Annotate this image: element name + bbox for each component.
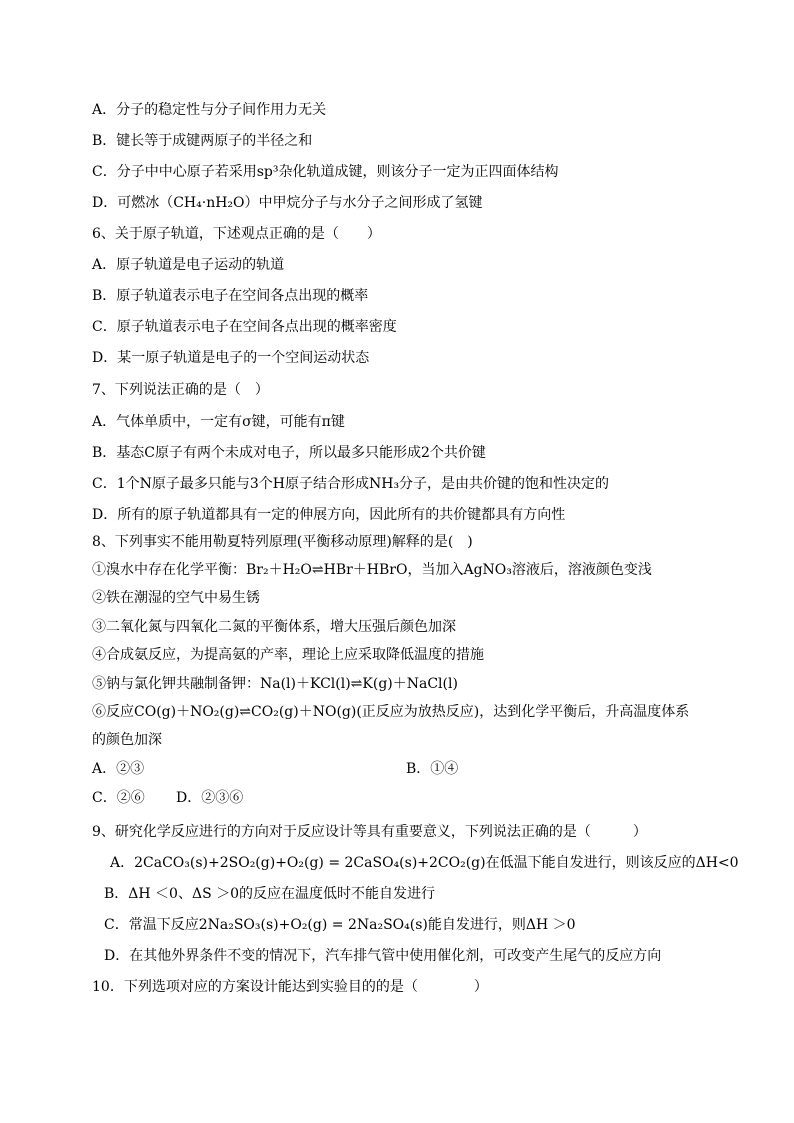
q5-option-b: B．键长等于成键两原子的半径之和 bbox=[92, 133, 313, 149]
q6-option-d: D．某一原子轨道是电子的一个空间运动状态 bbox=[92, 350, 370, 366]
q9-option-b: B．ΔH ＜0、ΔS ＞0的反应在温度低时不能自发进行 bbox=[104, 886, 436, 902]
q8-item-6-continued: 的颜色加深 bbox=[92, 732, 162, 748]
q7-stem: 7、下列说法正确的是（ ） bbox=[92, 382, 269, 398]
q8-item-1: ①溴水中存在化学平衡：Br₂＋H₂O⇌HBr＋HBrO，当加入AgNO₃溶液后，溶液颜色变浅 bbox=[92, 562, 652, 578]
q9-option-c: C．常温下反应2Na₂SO₃(s)+O₂(g) = 2Na₂SO₄(s)能自发进行，则ΔH ＞0 bbox=[104, 917, 576, 933]
q5-option-a: A．分子的稳定性与分子间作用力无关 bbox=[92, 102, 327, 118]
q6-stem: 6、关于原子轨道，下述观点正确的是（ ） bbox=[92, 226, 381, 242]
q8-item-5: ⑤钠与氯化钾共融制备钾：Na(l)＋KCl(l)⇌K(g)＋NaCl(l) bbox=[92, 676, 458, 692]
q8-option-a: A．②③ bbox=[92, 761, 145, 777]
q8-option-c: C．②⑥ bbox=[92, 790, 145, 806]
q6-option-b: B．原子轨道表示电子在空间各点出现的概率 bbox=[92, 288, 369, 304]
q6-option-c: C．原子轨道表示电子在空间各点出现的概率密度 bbox=[92, 319, 397, 335]
q7-option-a: A．气体单质中，一定有σ键，可能有π键 bbox=[92, 414, 345, 430]
q6-option-a: A．原子轨道是电子运动的轨道 bbox=[92, 257, 285, 273]
q7-option-c: C．1个N原子最多只能与3个H原子结合形成NH₃分子，是由共价键的饱和性决定的 bbox=[92, 476, 610, 492]
q8-item-4: ④合成氨反应，为提高氨的产率，理论上应采取降低温度的措施 bbox=[92, 647, 484, 663]
q8-stem: 8、下列事实不能用勒夏特列原理(平衡移动原理)解释的是( ) bbox=[92, 534, 473, 550]
q8-item-2: ②铁在潮湿的空气中易生锈 bbox=[92, 590, 260, 606]
q9-stem: 9、研究化学反应进行的方向对于反应设计等具有重要意义，下列说法正确的是（ ） bbox=[92, 824, 647, 840]
q10-stem: 10．下列选项对应的方案设计能达到实验目的的是（ ） bbox=[92, 979, 488, 995]
q5-option-d: D．可燃冰（CH₄·nH₂O）中甲烷分子与水分子之间形成了氢键 bbox=[92, 195, 483, 211]
q8-option-b: B．①④ bbox=[406, 761, 459, 777]
q9-option-a: A．2CaCO₃(s)+2SO₂(g)+O₂(g) = 2CaSO₄(s)+2CO₂(g)在低温下能自发进行，则该反应的ΔH<0 bbox=[110, 855, 739, 871]
q7-option-b: B．基态C原子有两个未成对电子，所以最多只能形成2个共价键 bbox=[92, 445, 486, 461]
q7-option-d: D．所有的原子轨道都具有一定的伸展方向，因此所有的共价键都具有方向性 bbox=[92, 507, 566, 523]
q8-item-3: ③二氧化氮与四氧化二氮的平衡体系，增大压强后颜色加深 bbox=[92, 619, 456, 635]
q9-option-d: D．在其他外界条件不变的情况下，汽车排气管中使用催化剂，可改变产生尾气的反应方向 bbox=[104, 948, 662, 964]
q5-option-c: C．分子中中心原子若采用sp³杂化轨道成键，则该分子一定为正四面体结构 bbox=[92, 164, 559, 180]
q8-option-d: D．②③⑥ bbox=[176, 790, 244, 806]
q8-item-6: ⑥反应CO(g)＋NO₂(g)⇌CO₂(g)＋NO(g)(正反应为放热反应)，达到化学平衡后，升高温度体系 bbox=[92, 704, 690, 720]
